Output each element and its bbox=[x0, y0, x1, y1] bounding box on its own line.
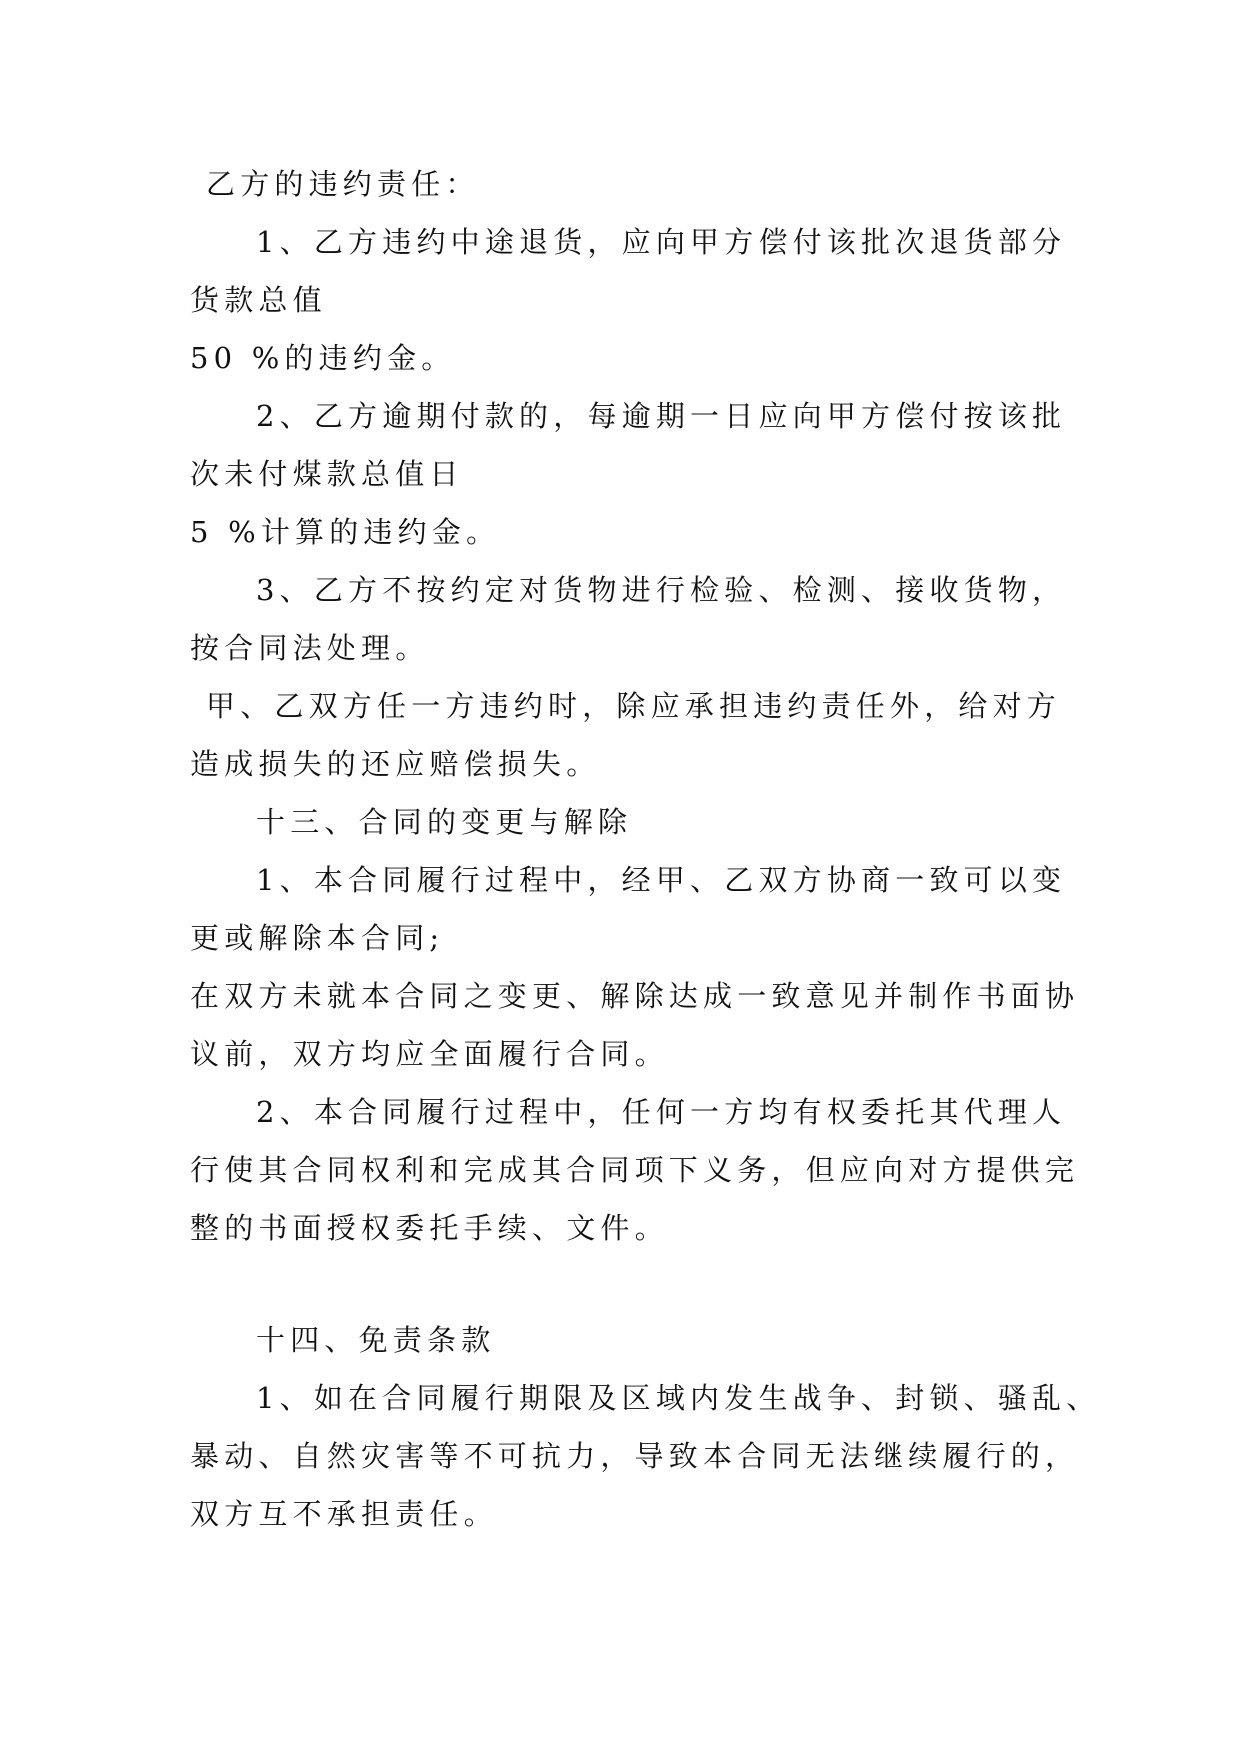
text-line: 2、乙方逾期付款的，每逾期一日应向甲方偿付按该批 bbox=[256, 399, 1067, 433]
text-line: 50 %的违约金。 bbox=[190, 341, 456, 375]
text-line: 甲、乙双方任一方违约时，除应承担违约责任外，给对方 bbox=[206, 689, 1062, 723]
text-line: 1、本合同履行过程中，经甲、乙双方协商一致可以变 bbox=[256, 863, 1067, 897]
text-line: 1、乙方违约中途退货，应向甲方偿付该批次退货部分 bbox=[256, 225, 1067, 259]
text-line: 双方互不承担责任。 bbox=[190, 1497, 498, 1531]
text-line: 在双方未就本合同之变更、解除达成一致意见并制作书面协 bbox=[190, 979, 1080, 1013]
text-line: 次未付煤款总值日 bbox=[190, 457, 464, 491]
text-line: 按合同法处理。 bbox=[190, 631, 430, 665]
text-line: 更或解除本合同; bbox=[190, 921, 445, 955]
text-line: 行使其合同权利和完成其合同项下义务，但应向对方提供完 bbox=[190, 1153, 1080, 1187]
section-heading: 十三、合同的变更与解除 bbox=[256, 805, 633, 839]
section-heading: 十四、免责条款 bbox=[256, 1323, 496, 1357]
text-line: 1、如在合同履行期限及区域内发生战争、封锁、骚乱、 bbox=[256, 1381, 1101, 1415]
text-line: 造成损失的还应赔偿损失。 bbox=[190, 747, 601, 781]
text-line: 3、乙方不按约定对货物进行检验、检测、接收货物， bbox=[256, 573, 1067, 607]
text-line: 5 %计算的违约金。 bbox=[190, 515, 501, 549]
text-line: 乙方的违约责任： bbox=[206, 167, 480, 201]
text-line: 议前，双方均应全面履行合同。 bbox=[190, 1037, 669, 1071]
text-line: 暴动、自然灾害等不可抗力，导致本合同无法继续履行的， bbox=[190, 1439, 1080, 1473]
text-line: 整的书面授权委托手续、文件。 bbox=[190, 1211, 669, 1245]
text-line: 2、本合同履行过程中，任何一方均有权委托其代理人 bbox=[256, 1095, 1067, 1129]
text-line: 货款总值 bbox=[190, 283, 327, 317]
